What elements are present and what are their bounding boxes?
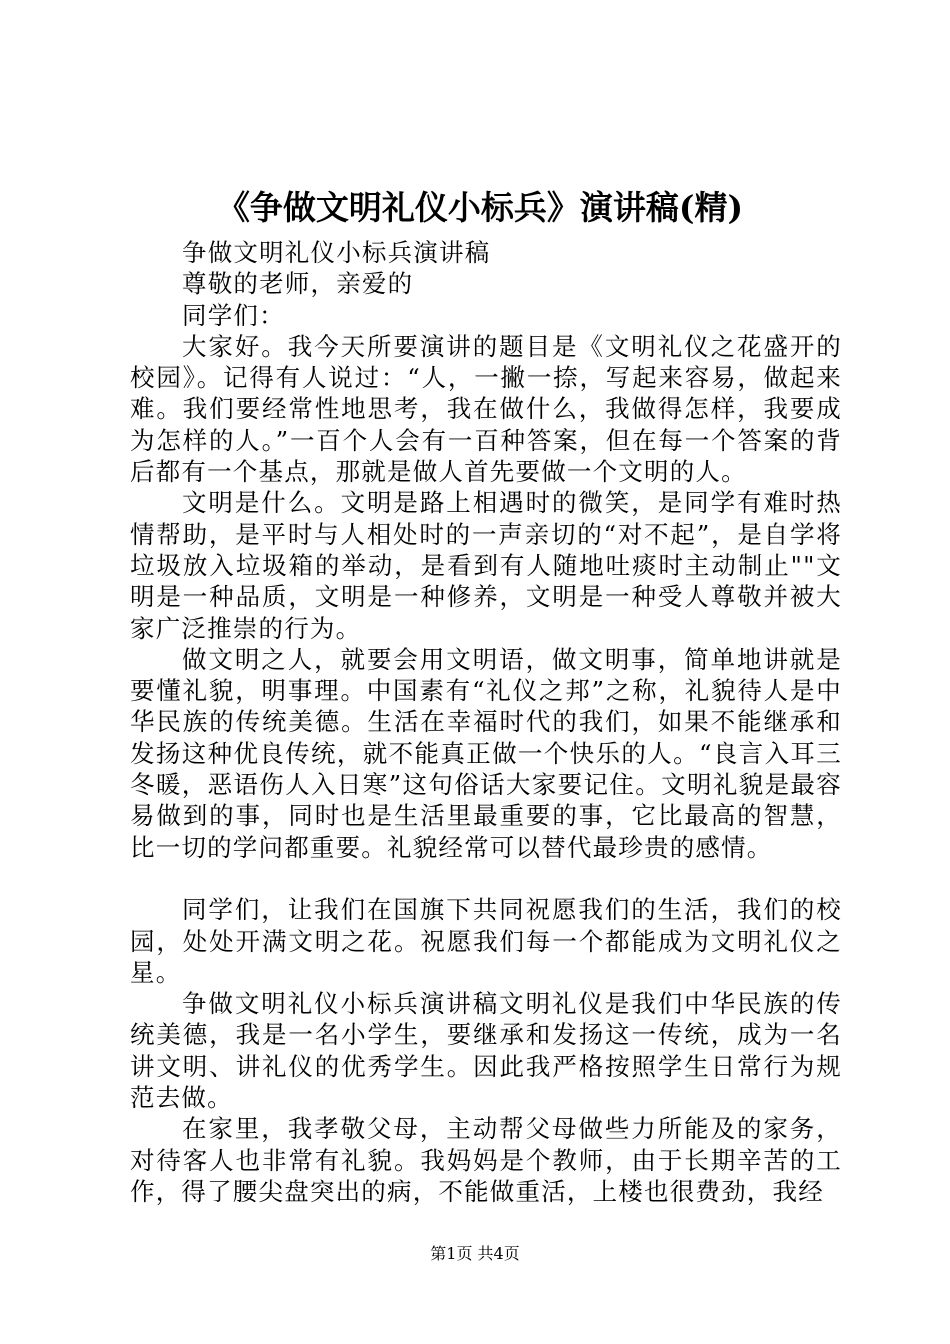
paragraph-blank [130, 863, 842, 894]
paragraph-subtitle: 争做文明礼仪小标兵演讲稿 [182, 238, 491, 267]
document-title: 《争做文明礼仪小标兵》演讲稿(精) [216, 188, 744, 227]
paragraph-be-civil: 做文明之人，就要会用文明语，做文明事，简单地讲就是要懂礼貌，明事理。中国素有“礼仪之邦”之称，礼貌待人是中华民族的传统美德。生活在幸福时代的我们，如果不能继承和发扬这种优良传统，就不能真正做一个快乐的人。“良言入耳三冬暖，恶语伤人入日寒”这句俗话大家要记住。文明礼貌是最容易做到的事，同时也是生活里最重要的事，它比最高的智慧，比一切的学问都重要。礼貌经常可以替代最珍贵的感情。 [130, 644, 842, 862]
paragraph-salutation-2: 同学们： [182, 300, 285, 330]
paragraph-salutation-1: 尊敬的老师，亲爱的 [182, 269, 414, 299]
paragraph-greeting: 大家好。我今天所要演讲的题目是《文明礼仪之花盛开的校园》。记得有人说过：“人，一撇一捺，写起来容易，做起来难。我们要经常性地思考，我在做什么，我做得怎样，我要成为怎样的人。”一百个人会有一百种答案，但在每一个答案的背后都有一个基点，那就是做人首先要做一个文明的人。 [130, 331, 842, 487]
paragraph-second-speech: 争做文明礼仪小标兵演讲稿文明礼仪是我们中华民族的传统美德，我是一名小学生，要继承和发扬这一传统，成为一名讲文明、讲礼仪的优秀学生。因此我严格按照学生日常行为规范去做。 [130, 989, 842, 1113]
paragraph-wishes: 同学们，让我们在国旗下共同祝愿我们的生活，我们的校园，处处开满文明之花。祝愿我们每一个都能成为文明礼仪之星。 [130, 895, 842, 987]
paragraph-at-home: 在家里，我孝敬父母，主动帮父母做些力所能及的家务，对待客人也非常有礼貌。我妈妈是个教师，由于长期辛苦的工作，得了腰尖盘突出的病，不能做重活，上楼也很费劲，我经 [130, 1114, 842, 1206]
document-body [130, 237, 842, 1207]
page-footer: 第1页 共4页 [430, 1244, 520, 1263]
paragraph-what-is-civility: 文明是什么。文明是路上相遇时的微笑，是同学有难时热情帮助，是平时与人相处时的一声亲切的“对不起”，是自学将垃圾放入垃圾箱的举动，是看到有人随地吐痰时主动制止""文明是一种品质，文明是一种修养，文明是一种受人尊敬并被大家广泛推崇的行为。 [130, 488, 842, 643]
